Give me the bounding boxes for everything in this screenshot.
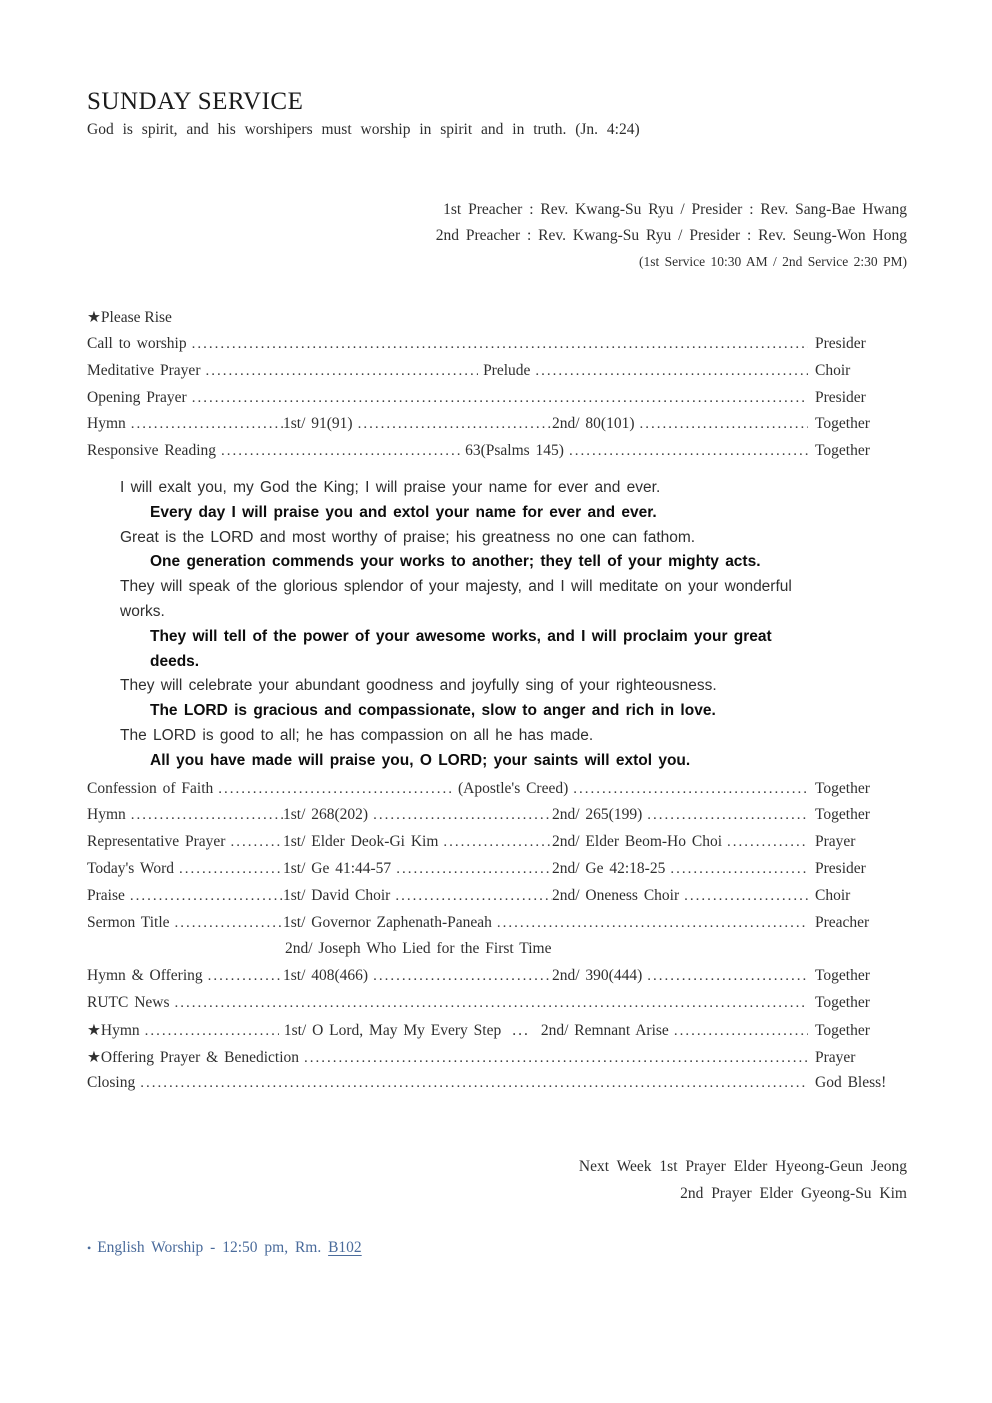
dot-leader [130,887,283,905]
program-assignee: God Bless! [815,1074,887,1092]
program-text: 2nd/ Ge 42:18-25 [552,859,666,877]
bullet-icon: • [87,1241,92,1256]
next-week-line-2: 2nd Prayer Elder Gyeong-Su Kim [680,1185,907,1203]
program-assignee: Together [815,1021,870,1039]
program-cell [283,967,552,985]
program-assignee: Presider [815,388,866,406]
program-text: 2nd/ Oneness Choir [552,886,680,904]
program-text: 63(Psalms 145) [465,442,564,460]
program-assignee: Together [815,779,870,797]
reading-response-line: All you have made will praise you, O LORD; your saints will extol you. [150,751,691,769]
program-text: Hymn [87,415,126,433]
program-cell [283,887,552,905]
program-cell [283,806,552,824]
dot-leader [674,1022,808,1040]
program-cell [552,860,808,878]
program-text: Meditative Prayer [87,361,201,379]
program-cell [87,833,283,851]
program-row [87,1048,907,1075]
program-row [87,994,907,1021]
program-text: 1st/ David Choir [283,886,391,904]
dot-leader [373,806,552,824]
program-cell [87,415,283,433]
program-assignee: Choir [815,886,851,904]
dot-leader [443,833,552,851]
program-text: 2nd/ Remnant Arise [540,1021,669,1039]
reading-response-line: One generation commends your works to another; they tell of your mighty acts. [150,553,761,571]
program-cell [552,967,808,985]
dot-leader [647,806,808,824]
next-week-line-1: Next Week 1st Prayer Elder Hyeong-Geun Jeong [578,1158,907,1176]
program-row [87,967,907,994]
reading-leader-line: I will exalt you, my God the King; I will praise your name for ever and ever. [120,478,661,496]
program-cell [87,860,283,878]
program-cell [283,860,552,878]
program-text: 1st/ Ge 41:44-57 [283,859,392,877]
reading-leader-line: They will speak of the glorious splendor of your majesty, and I will meditate on your wonderful works. [120,578,792,620]
program-row [87,1074,907,1101]
dot-leader [395,887,552,905]
program-text: 2nd/ Elder Beom-Ho Choi [552,833,723,851]
program-text: Today's Word [87,859,174,877]
program-text: Praise [87,886,125,904]
program-assignee: Prayer [815,1048,856,1066]
program-row [87,335,907,362]
next-week-block [87,1153,907,1207]
dot-leader [145,1022,279,1040]
dot-leader [304,1049,808,1067]
dot-leader [640,415,808,433]
dot-leader [230,833,283,851]
service-times: (1st Service 10:30 AM / 2nd Service 2:30 PM) [639,254,907,269]
program-text: Hymn & Offering [87,967,203,985]
dot-leader [727,833,808,851]
program-text: Confession of Faith [87,779,214,797]
program-row [87,806,907,833]
dot-leader [497,914,808,932]
program-text: 2nd/ 80(101) [552,415,635,433]
reading-response-line: The LORD is gracious and compassionate, slow to anger and rich in love. [150,702,716,720]
program-row [87,780,907,807]
program-assignee: Together [815,967,870,985]
dot-leader [573,780,808,798]
program-assignee: Together [815,442,870,460]
dot-leader [670,860,808,878]
program-text: 1st/ Elder Deok-Gi Kim [283,833,439,851]
dot-leader [208,967,283,985]
room-link[interactable]: B102 [328,1239,362,1257]
program-text: Opening Prayer [87,388,187,406]
dot-leader [192,389,808,407]
program-cell [552,833,808,851]
program-cell [87,967,283,985]
dot-leader [205,362,478,380]
program-text: ★Offering Prayer & Benediction [87,1048,300,1066]
program-section-2 [87,780,907,1102]
reading-leader-line: The LORD is good to all; he has compassion on all he has made. [120,726,594,744]
reading-response-line: Every day I will praise you and extol your name for ever and ever. [150,503,657,521]
program-assignee: Presider [815,859,866,877]
program-cell [87,806,283,824]
dot-leader [131,806,283,824]
program-text: Hymn [87,806,126,824]
english-worship-note [87,1239,907,1257]
program-cell [87,887,283,905]
program-cell [283,833,552,851]
program-row [87,389,907,416]
bulletin-page [87,0,907,1257]
program-row [87,914,907,941]
program-row [87,940,907,967]
dot-leader [569,442,808,460]
dot-leader [396,860,552,878]
dot-leader [373,967,552,985]
program-cell [87,914,283,932]
program-assignee: Together [815,806,870,824]
program-text: 1st/ 408(466) [283,967,369,985]
preacher-line-2: 2nd Preacher : Rev. Kwang-Su Ryu / Presider : Rev. Seung-Won Hong [435,227,907,244]
program-row [87,887,907,914]
program-assignee: Choir [815,361,851,379]
preacher-block [87,197,907,274]
dot-leader [179,860,283,878]
dot-leader [192,335,808,353]
program-assignee: Prayer [815,833,856,851]
scripture-subtitle: God is spirit, and his worshipers must worship in spirit and in truth. (Jn. 4:24) [87,121,640,138]
program-row [87,833,907,860]
page-title: SUNDAY SERVICE [87,88,304,115]
program-assignee: Together [815,993,870,1011]
program-text: RUTC News [87,993,170,1011]
program-text: 1st/ 268(202) [283,806,369,824]
program-cell [552,887,808,905]
program-text: Responsive Reading [87,442,216,460]
dot-leader [175,994,808,1012]
program-text: 2nd/ Joseph Who Lied for the First Time [285,940,552,958]
program-assignee: Presider [815,335,866,352]
dot-leader [358,415,552,433]
dot-leader [140,1074,808,1092]
program-text: ★Hymn [87,1021,140,1039]
program-text: (Apostle's Creed) [458,779,569,797]
english-worship-text: English Worship - 12:50 pm, Rm. [97,1239,322,1257]
program-cell [552,806,808,824]
program-text: 1st/ Governor Zaphenath-Paneah [283,913,492,931]
program-row [87,1021,907,1048]
dot-leader [131,415,283,433]
reading-leader-line: Great is the LORD and most worthy of praise; his greatness no one can fathom. [120,528,696,546]
please-rise-note: ★Please Rise [87,309,172,326]
program-text: Representative Prayer [87,833,226,851]
program-cell [552,415,808,433]
dot-leader [684,887,808,905]
program-cell [283,415,552,433]
program-section-1 [87,335,907,469]
responsive-reading-block [120,476,810,774]
dot-leader [221,442,460,460]
preacher-line-1: 1st Preacher : Rev. Kwang-Su Ryu / Presider : Rev. Sang-Bae Hwang [443,201,907,218]
program-text: 1st/ 91(91) [283,415,353,433]
program-text: Sermon Title [87,913,170,931]
dot-leader [218,780,453,798]
program-row [87,415,907,442]
program-row [87,362,907,389]
reading-leader-line: They will celebrate your abundant goodness and joyfully sing of your righteousness. [120,677,717,695]
program-text: 2nd/ 390(444) [552,967,643,985]
program-cell [283,914,808,932]
program-row [87,442,907,469]
dot-leader [535,362,808,380]
program-text: 1st/ O Lord, May My Every Step [283,1021,502,1039]
reading-response-line: They will tell of the power of your awesome works, and I will proclaim your great deeds. [150,627,772,670]
dot-separator: ... [512,1021,530,1039]
program-row [87,860,907,887]
program-assignee: Preacher [815,913,870,931]
program-text: 2nd/ 265(199) [552,806,643,824]
dot-leader [175,914,283,932]
program-assignee: Together [815,415,870,433]
program-text: Closing [87,1074,136,1092]
dot-leader [647,967,808,985]
program-text: Prelude [483,361,531,379]
program-text: Call to worship [87,335,187,352]
